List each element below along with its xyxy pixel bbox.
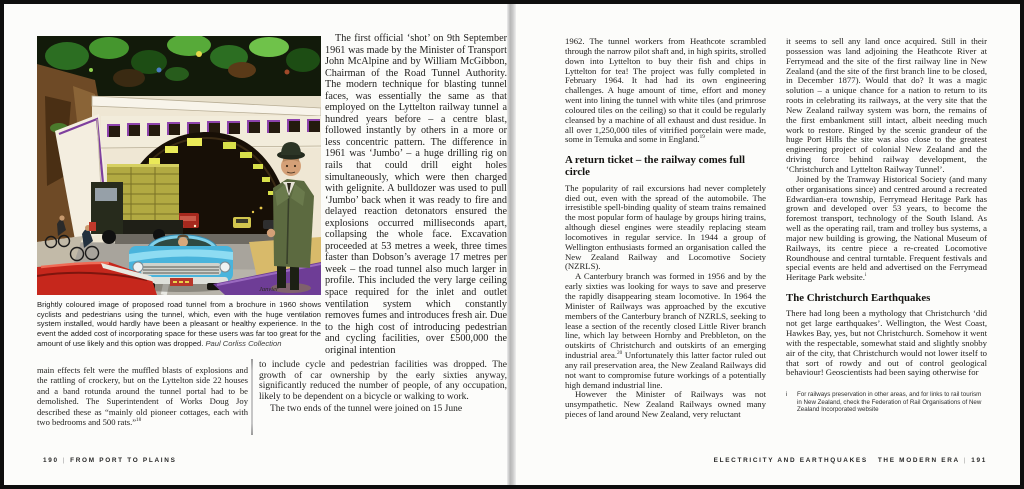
image-caption	[37, 300, 321, 349]
body-paragraph: There had long been a mythology that Christchurch ‘did not get large earthquakes’. Wellington, the West Coast, Hawkes Bay, yes, but not Christchurch. Somehow it went with the respectable, somewhat staid and slightly snobby air of the city, that Christchurch would not lower itself to that sort of rowdy and out of control geological behaviour! Geoscientists had been saying otherwise for	[786, 308, 987, 378]
body-paragraph: The first official ‘shot’ on 9th September 1961 was made by the Minister of Transport John McAlpine and by William McGibbon, Chairman of the Road Tunnel Authority. The modern technique for blasting tunnel faces, was essentially the same as that employed on the Lyttelton railway tunnel a hundred years before – a centre blast, followed instantly by others in a more or less concentric pattern. The difference in 1961 was ‘Jumbo’ – a huge drilling rig on rails that could drill eight holes simultaneously, which were then charged with gelignite. A bulldozer was used to pull ‘Jumbo’ back when it was ready to fire and delayed reaction detonators ensured the explosions occurred milliseconds apart, collapsing the whole face. Excavation proceeded at 53 metres a week, three times faster than Dobson’s average 17 metres per week – the road tunnel also much larger in profile. This included the very large ceiling space required for the inlet and outlet ventilation system which constantly removes fumes and introduces fresh air. Due to the high cost of introducing pedestrian and cycling facilities, over £500,000 the original intention	[325, 33, 507, 356]
artist-signature: Janvier	[259, 286, 279, 293]
footnote	[786, 391, 987, 414]
section-title: ELECTRICITY AND EARTHQUAKES	[713, 457, 868, 464]
paragraph-text: Joined by the Tramway Historical Society (and many other organisations since) and centred around a recreated Edwardian-era township, Ferrymead Heritage Park has grown and developed over 53 years, to become the foremost transport, technology of the South Island. As well as the operating rail, tram and trolley bus systems, a major new building is growing, the National Museum of Railways, its centre piece a re-created Locomotive Roundhouse and central turntable. Frequent festivals and special events are held and advertised on the Ferrymead Heritage Park website.	[786, 173, 987, 283]
body-paragraph: The popularity of rail excursions had never completely died out, even with the spread of the automobile. The irresistible spell-binding quality of steam trains remained the most popular form of haulage by groups hiring trains, although diesel engines were steadily replacing steam locomotives in regular service. In 1944 a group of Wellington enthusiasts formed an organisation called the New Zealand Railway and Locomotive Society (NZRLS).	[565, 182, 766, 272]
right-page-column-2	[786, 37, 987, 414]
chapter-title: THE MODERN ERA	[877, 457, 960, 464]
body-paragraph: to include cycle and pedestrian facilities was dropped. The growth of car ownership by the early sixties anyway, significantly reduced the number of people, of any occupation, likely to be dependent on a bicycle or walking to work.	[259, 360, 507, 402]
paragraph-text: 1962. The tunnel workers from Heathcote scrambled through the narrow pilot shaft and, in high spirits, strolled down into Lyttelton to buy their fish and chips in Lyttelton for tea! The project was fully completed in February 1964. It had had its own engineering challenges. A huge amount of time, effort and money went into lining the tunnel with white tiles (and primrose coloured tiles on the ceiling) so that it could be regularly cleansed by a machine of all exhaust and dust residue. In all over 1,250,000 tiles of vitrified porcelain were made, some in Temuka and some in England.	[565, 36, 766, 145]
body-paragraph: it seems to sell any land once acquired. Still in their possession was land adjoining the Heathcote River at Ferrymead and the site of the first railway line in New Zealand (and the site of the first branch line to be closed, in December 1877). Would that do? It was a magic solution – a unique chance for a nation to return to its roots in celebrating its railways, at the very site that the New Zealand railway system was born, the remains of the first embankment still intact, albeit needing much work to restore. Ringed by the scenic grandeur of the huge Port Hills the site was also close to the greatest engineering project of colonial New Zealand and the driving force behind railway development, the ‘Christchurch and Lyttelton Railway Tunnel’.	[786, 36, 987, 174]
page-gutter	[507, 4, 516, 485]
tunnel-painting	[37, 36, 321, 295]
body-paragraph: main effects felt were the muffled blasts of explosions and the rattling of crockery, but on the Lyttelton side 22 houses and a band rotunda around the tunnel portal had to be demolished. The Superintendent of Works Doug Joy described these as “mainly old pioneer cottages, each with two bedrooms and 500 rats.”	[37, 365, 248, 428]
left-page-bottom-right-block	[259, 360, 507, 415]
footnote-reference: 19	[699, 134, 705, 141]
body-paragraph	[786, 175, 987, 283]
footnote-text: For railways preservation in other areas, and for links to rail tourism in New Zealand, check the Federation of Rail Organisations of New Zealand Incorporated website	[797, 391, 982, 414]
left-page-column	[325, 33, 507, 356]
tunnel-illustration	[37, 36, 321, 295]
caption-credit: Paul Corliss Collection	[205, 338, 282, 348]
footnote-reference: i	[864, 272, 867, 279]
page-right	[516, 4, 1020, 485]
column-divider	[251, 359, 253, 435]
footer-divider: |	[963, 457, 968, 464]
section-heading: A return ticket – the railway comes full circle	[565, 154, 746, 179]
page-number: 190	[43, 457, 59, 464]
page-left	[4, 4, 507, 485]
left-page-bottom-left-block	[37, 365, 248, 428]
footnote-reference: 20	[617, 350, 623, 357]
left-page-footer	[43, 457, 177, 464]
footnote-marker: i	[786, 391, 788, 399]
caption-text: Brightly coloured image of proposed road tunnel from a brochure in 1960 shows cyclists and pedestrians using the tunnel, which, even with the huge ventilation system installed, would hardly have been a pleasant or healthy experience. In the event the added cost of incorporating space for these users was far too great for the amount of use likely and this option was dropped.	[37, 300, 321, 348]
body-paragraph	[565, 272, 766, 390]
right-page-footer	[714, 457, 987, 464]
section-heading: The Christchurch Earthquakes	[786, 292, 931, 305]
page-number: 191	[971, 457, 987, 464]
footer-divider: |	[62, 457, 67, 464]
paragraph-text: A Canterbury branch was formed in 1956 and by the early sixties was looking for ways to save and preserve the rapidly disappearing steam locomotive. In 1964 the Minister of Railways was approached by the excutive members of the Canterbury branch of NZRLS, seeking to lease a section of the recently closed Little River branch line, which lay between Hornby and Prebbleton, on the outskirts of Christchurch and outskirts of an emerging industrial area.	[565, 271, 766, 361]
right-page-column-1	[565, 37, 766, 420]
body-paragraph	[565, 37, 766, 145]
body-paragraph: The two ends of the tunnel were joined on 15 June	[270, 404, 463, 415]
paragraph-text: Unfortunately this latter factor ruled out any rail preservation area, the New Zealand Railways did not want to compromise future workings of a potentially high demand industrial line.	[565, 350, 767, 390]
section-title: FROM PORT TO PLAINS	[70, 457, 177, 464]
body-paragraph: However the Minister of Railways was not unsympathetic. New Zealand Railways owned many pieces of land around New Zealand, very reluctant	[565, 389, 766, 420]
footnote-reference: 18	[136, 417, 142, 424]
